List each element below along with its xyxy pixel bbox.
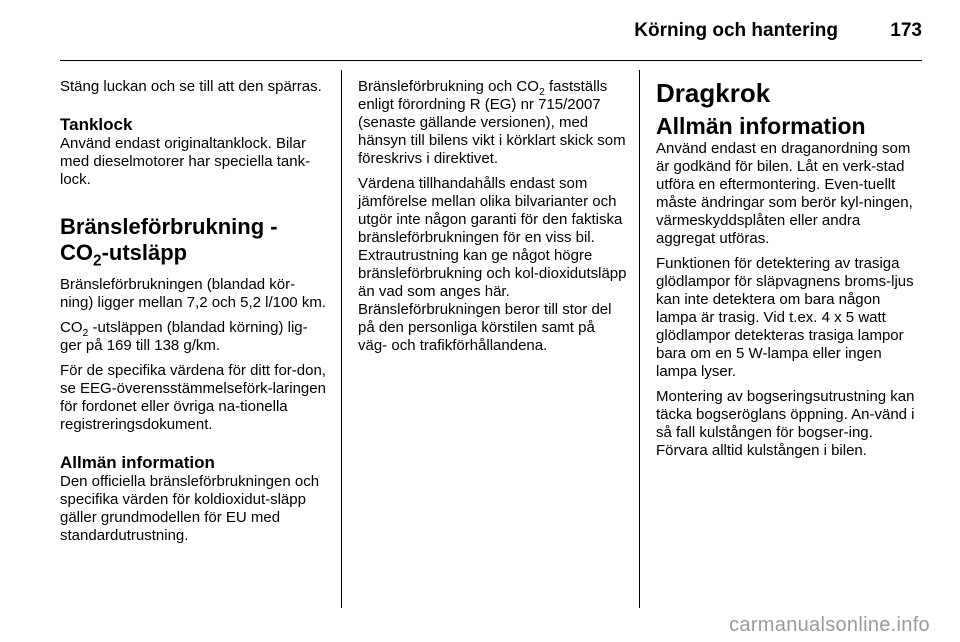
watermark: carmanualsonline.info: [729, 614, 930, 636]
spacer: [60, 103, 328, 115]
text-column-2: [358, 78, 628, 362]
heading-fuel-subscript: 2: [93, 252, 102, 270]
spacer: [60, 441, 328, 453]
page-number: 173: [890, 20, 922, 41]
co2-text: CO: [60, 319, 83, 336]
co2-text-end: -utsläppen (blandad körning) lig-ger på 169 till 138 g/km.: [60, 319, 308, 354]
heading-fuel-text-end: -utsläpp: [101, 240, 188, 265]
paragraph-regulation: [358, 78, 628, 168]
paragraph-close-lid: Stäng luckan och se till att den spärras.: [60, 78, 322, 95]
spacer: [60, 196, 328, 214]
heading-general-information: Allmän information: [60, 453, 215, 472]
paragraph-bulb-detection: Funktionen för detektering av trasiga glödlampor för släpvagnens broms-ljus kan inte detektera om bara någon lampa är trasig. Vid t.ex. 4 x 5 watt glödlampor detekteras trasiga lampor bara om en 5 W-lampa eller ingen lampa lyser.: [656, 255, 914, 380]
heading-dragkrok: Dragkrok: [656, 78, 771, 108]
page-header-title: Körning och hantering: [634, 20, 838, 41]
regulation-text: Bränsleförbrukning och CO: [358, 78, 539, 95]
column-divider-left: [341, 70, 342, 608]
heading-tanklock: Tanklock: [60, 115, 133, 134]
paragraph-towing-equipment: Montering av bogseringsutrustning kan täcka bogseröglans öppning. An-vänd i så fall kulstången för bogser-ing. Förvara alltid kulstången i bilen.: [656, 388, 915, 459]
co2-subscript: 2: [82, 327, 89, 339]
column-divider-right: [639, 70, 640, 608]
heading-general-information-towbar: Allmän information: [656, 113, 866, 139]
heading-fuel-text: Bränsleförbrukning - CO: [60, 214, 278, 265]
paragraph-values-comparison: Värdena tillhandahålls endast som jämförelse mellan olika bilvarianter och utgör inte någon garanti för den faktiska bränsleförbrukningen för en viss bil. Extrautrustning kan ge något högre bränsleförbrukning och kol-dioxidutsläpp än vad som anges här. Bränsleförbrukningen beror till stor del på den personliga körstilen samt på väg- och trafikförhållandena.: [358, 175, 627, 354]
text-column-1: [60, 78, 328, 552]
heading-fuel-consumption: [60, 214, 328, 270]
paragraph-specific-values: För de specifika värdena för ditt for-don, se EEG-överensstämmelseförk-laringen för fordonet eller övriga na-tionella registreringsdokument.: [60, 362, 326, 433]
paragraph-tanklock: Använd endast originaltanklock. Bilar med dieselmotorer har speciella tank-lock.: [60, 135, 311, 188]
regulation-text-end: fastställs enligt förordning R (EG) nr 715/2007 (senaste gällande versionen), med hänsyn till bilens vikt i körklart skick som föreskrivs i direktivet.: [358, 78, 626, 167]
header-rule: [60, 60, 922, 61]
paragraph-fuel-range: Bränsleförbrukningen (blandad kör-ning) ligger mellan 7,2 och 5,2 l/100 km.: [60, 276, 326, 311]
regulation-subscript: 2: [538, 86, 545, 98]
text-column-3: [656, 78, 922, 467]
paragraph-towbar-approval: Använd endast en draganordning som är godkänd för bilen. Låt en verk-stad utföra en eftermontering. Even-tuellt måste ändringar som berör kyl-ningen, värmeskyddsplåten eller andra aggregat utföras.: [656, 140, 913, 247]
paragraph-official-consumption: Den officiella bränsleförbrukningen och specifika värden för koldioxidut-släpp gäller grundmodellen för EU med standardutrustning.: [60, 473, 320, 544]
paragraph-co2: [60, 319, 328, 355]
